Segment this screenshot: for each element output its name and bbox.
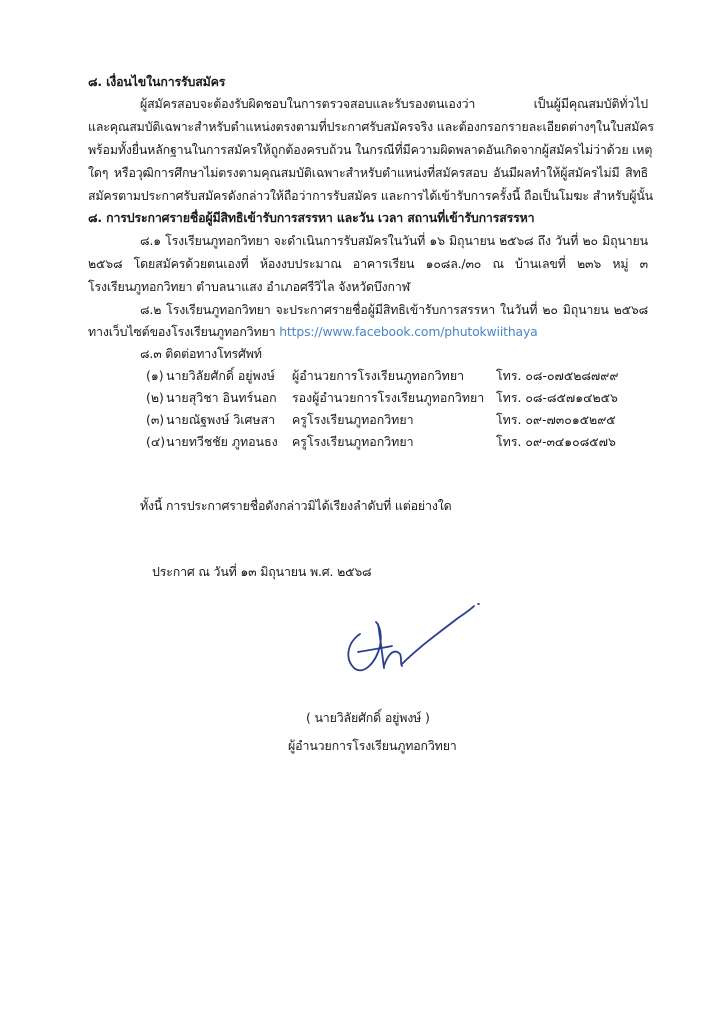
item-1-line-3: โรงเรียนภูทอกวิทยา ตำบลนาแสง อำเภอศรีวิไล จังหวัดบึงกาฬ — [88, 279, 411, 294]
contact-number: (๑) — [146, 368, 164, 383]
contact-name: นายณัฐพงษ์ วิเศษสา — [166, 412, 276, 427]
signature-stroke — [378, 624, 384, 668]
conditions-line-1: ผู้สมัครสอบจะต้องรับผิดชอบในการตรวจสอบและรับรองตนเองว่า เป็นผู้มีคุณสมบัติทั่วไป — [140, 96, 648, 111]
contact-position: ครูโรงเรียนภูทอกวิทยา — [292, 412, 414, 427]
signature-stroke — [358, 646, 392, 652]
signer-name: ( นายวิลัยศักดิ์ อยู่พงษ์ ) — [306, 710, 430, 725]
item-1-line-2: ๒๕๖๘ โดยสมัครด้วยตนเองที่ ห้องงบประมาณ อาคารเรียน ๑๐๘ล./๓๐ ณ บ้านเลขที่ ๒๓๖ หมู่ ๓ — [88, 256, 648, 271]
conditions-line-3: พร้อมทั้งยื่นหลักฐานในการสมัครให้ถูกต้องครบถ้วน ในกรณีที่มีความผิดพลาดอันเกิดจากผู้สมัครไม่ว่าด้วย เหตุ — [88, 142, 653, 157]
announcement-heading: ๘. การประกาศรายชื่อผู้มีสิทธิเข้ารับการสรรหา และวัน เวลา สถานที่เข้ารับการสรรหา — [88, 210, 535, 225]
item-2-website-prefix: ทางเว็บไซต์ของโรงเรียนภูทอกวิทยา — [88, 324, 276, 339]
contact-number: (๓) — [146, 412, 165, 427]
conditions-line-4: ใดๆ หรือวุฒิการศึกษาไม่ตรงตามคุณสมบัติเฉพาะสำหรับตำแหน่งที่สมัครสอบ อันมีผลทำให้ผู้สมัครไม่มี สิทธิ — [88, 165, 648, 180]
item-3-label: ๘.๓ ติดต่อทางโทรศัพท์ — [140, 346, 262, 361]
contact-phone: โทร. ๐๙-๗๓๐๑๕๒๙๕ — [496, 412, 616, 427]
contact-phone: โทร. ๐๙-๓๔๑๐๘๕๗๖ — [496, 434, 616, 449]
contact-number: (๔) — [146, 434, 166, 449]
announcement-date: ประกาศ ณ วันที่ ๑๓ มิถุนายน พ.ศ. ๒๕๖๘ — [152, 564, 372, 579]
conditions-line-5: สมัครตามประกาศรับสมัครดังกล่าวให้ถือว่าการรับสมัคร และการได้เข้ารับการครั้งนี้ ถือเป็นโมฆะ สำหรับผู้นั้น — [88, 188, 653, 203]
conditions-heading: ๘. เงื่อนไขในการรับสมัคร — [88, 74, 226, 89]
item-1-line-1: ๘.๑ โรงเรียนภูทอกวิทยา จะดำเนินการรับสมัครในวันที่ ๑๖ มิถุนายน ๒๕๖๘ ถึง วันที่ ๒๐ มิถุนายน — [140, 233, 648, 248]
contact-name: นายวิลัยศักดิ์ อยู่พงษ์ — [166, 368, 275, 383]
signature-stroke — [348, 622, 380, 670]
contact-position: รองผู้อำนวยการโรงเรียนภูทอกวิทยา — [292, 390, 485, 405]
contact-position: ครูโรงเรียนภูทอกวิทยา — [292, 434, 414, 449]
contact-phone: โทร. ๐๘-๘๕๗๑๔๒๕๖ — [496, 390, 618, 405]
item-2-line-2 — [88, 322, 648, 341]
signature-image — [330, 596, 490, 686]
item-2-line-1: ๘.๒ โรงเรียนภูทอกวิทยา จะประกาศรายชื่อผู้มีสิทธิเข้ารับการสรรหา ในวันที่ ๒๐ มิถุนายน ๒๕๖๘ — [140, 302, 648, 317]
conditions-line-2: และคุณสมบัติเฉพาะสำหรับตำแหน่งตรงตามที่ประกาศรับสมัครจริง และต้องกรอกรายละเอียดต่างๆในใบสมัคร — [88, 119, 654, 134]
signature-stroke — [402, 606, 474, 664]
closing-note: ทั้งนี้ การประกาศรายชื่อดังกล่าวมิได้เรียงลำดับที่ แต่อย่างใด — [140, 498, 452, 513]
contact-name: นายสุวิชา อินทร์นอก — [166, 390, 277, 405]
signature-stroke — [384, 652, 402, 666]
facebook-link[interactable]: https://www.facebook.com/phutokwiithaya — [279, 324, 538, 339]
contact-position: ผู้อำนวยการโรงเรียนภูทอกวิทยา — [292, 368, 465, 383]
contact-name: นายทวีชชัย ภูทอนธง — [166, 434, 278, 449]
signer-title: ผู้อำนวยการโรงเรียนภูทอกวิทยา — [288, 738, 457, 753]
contact-phone: โทร. ๐๘-๐๗๕๒๘๗๙๙ — [496, 368, 619, 383]
contact-number: (๒) — [146, 390, 164, 405]
